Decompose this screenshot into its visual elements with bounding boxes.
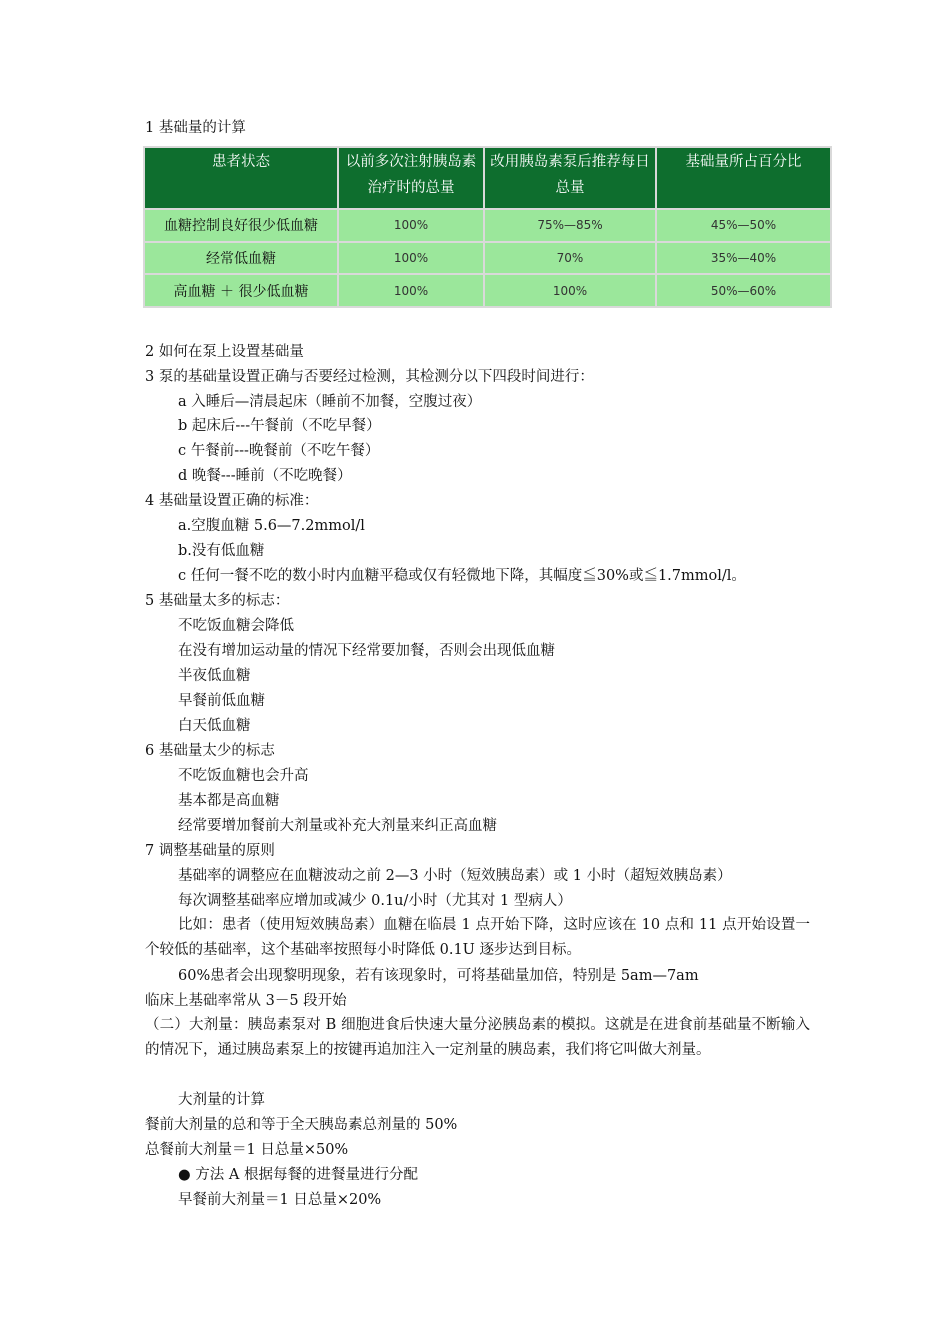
table-cell: 35%—40% <box>657 243 830 274</box>
table-cell: 100% <box>339 275 483 306</box>
table-cell: 血糖控制良好很少低血糖 <box>145 210 337 241</box>
list-item: 白天低血糖 <box>178 718 251 734</box>
line-bolus-total: 总餐前大剂量＝1 日总量×50% <box>145 1142 349 1158</box>
list-item: c 午餐前---晚餐前（不吃午餐） <box>178 443 380 459</box>
list-item: a.空腹血糖 5.6—7.2mmol/l <box>178 518 365 534</box>
table-cell: 100% <box>339 210 483 241</box>
table-cell: 45%—50% <box>657 210 830 241</box>
paragraph-example: 比如：患者（使用短效胰岛素）血糖在临晨 1 点开始下降，这时应该在 10 点和 11 点开始设置一个较低的基础率，这个基础率按照每小时降低 0.1U 逐步达到目标。 <box>145 917 810 958</box>
list-item: 早餐前低血糖 <box>178 693 265 709</box>
line-bolus-calc: 大剂量的计算 <box>178 1092 265 1108</box>
line-bolus-sum: 餐前大剂量的总和等于全天胰岛素总剂量的 50% <box>145 1117 458 1133</box>
list-item: 不吃饭血糖会降低 <box>178 618 294 634</box>
list-item: 每次调整基础率应增加或减少 0.1u/小时（尤其对 1 型病人） <box>178 893 572 909</box>
list-item: b 起床后---午餐前（不吃早餐） <box>178 418 381 434</box>
table-cell: 75%—85% <box>485 210 655 241</box>
list-item: 不吃饭血糖也会升高 <box>178 768 309 784</box>
section-heading-adjust: 7 调整基础量的原则 <box>145 843 275 859</box>
line-method-a: ● 方法 A 根据每餐的进餐量进行分配 <box>178 1167 418 1183</box>
line-dawn-phenomenon: 60%患者会出现黎明现象，若有该现象时，可将基础量加倍，特别是 5am—7am <box>178 968 699 984</box>
table-row <box>145 210 830 241</box>
list-item: 基础率的调整应在血糖波动之前 2—3 小时（短效胰岛素）或 1 小时（超短效胰岛素） <box>178 868 732 884</box>
table-cell: 经常低血糖 <box>145 243 337 274</box>
list-item: a 入睡后—清晨起床（睡前不加餐，空腹过夜） <box>178 394 482 410</box>
table-cell: 100% <box>339 243 483 274</box>
table-header-row <box>145 148 830 208</box>
list-item: 在没有增加运动量的情况下经常要加餐，否则会出现低血糖 <box>178 643 555 659</box>
basal-dosage-table <box>143 146 832 308</box>
line-basal-segments: 临床上基础率常从 3－5 段开始 <box>145 993 347 1009</box>
table-cell: 50%—60% <box>657 275 830 306</box>
section-heading-set-basal: 2 如何在泵上设置基础量 <box>145 344 304 360</box>
table-row <box>145 243 830 274</box>
list-item: b.没有低血糖 <box>178 543 265 559</box>
paragraph-bolus: （二）大剂量：胰岛素泵对 B 细胞进食后快速大量分泌胰岛素的模拟。这就是在进食前基础量不断输入的情况下，通过胰岛素泵上的按键再追加注入一定剂量的胰岛素，我们将它叫做大剂量。 <box>145 1017 810 1058</box>
list-item: c 任何一餐不吃的数小时内血糖平稳或仅有轻微地下降，其幅度≦30%或≦1.7mmol/l。 <box>178 568 746 584</box>
header-basal-percent: 基础量所占百分比 <box>657 148 830 208</box>
table-cell: 高血糖 ＋ 很少低血糖 <box>145 275 337 306</box>
header-previous-total: 以前多次注射胰岛素治疗时的总量 <box>339 148 483 208</box>
header-recommended-total: 改用胰岛素泵后推荐每日总量 <box>485 148 655 208</box>
list-item: 基本都是高血糖 <box>178 793 280 809</box>
section-heading-too-much: 5 基础量太多的标志： <box>145 593 290 609</box>
list-item: d 晚餐---睡前（不吃晚餐） <box>178 468 352 484</box>
section-heading-criteria: 4 基础量设置正确的标准： <box>145 493 319 509</box>
line-breakfast-bolus: 早餐前大剂量＝1 日总量×20% <box>178 1192 382 1208</box>
section-heading-too-little: 6 基础量太少的标志 <box>145 743 275 759</box>
table-cell: 70% <box>485 243 655 274</box>
list-item: 经常要增加餐前大剂量或补充大剂量来纠正高血糖 <box>178 818 497 834</box>
header-patient-state: 患者状态 <box>145 148 337 208</box>
table-cell: 100% <box>485 275 655 306</box>
table-row <box>145 275 830 306</box>
section-heading-basal-calc: 1 基础量的计算 <box>145 120 246 136</box>
section-heading-check-basal: 3 泵的基础量设置正确与否要经过检测，其检测分以下四段时间进行： <box>145 369 594 385</box>
list-item: 半夜低血糖 <box>178 668 251 684</box>
